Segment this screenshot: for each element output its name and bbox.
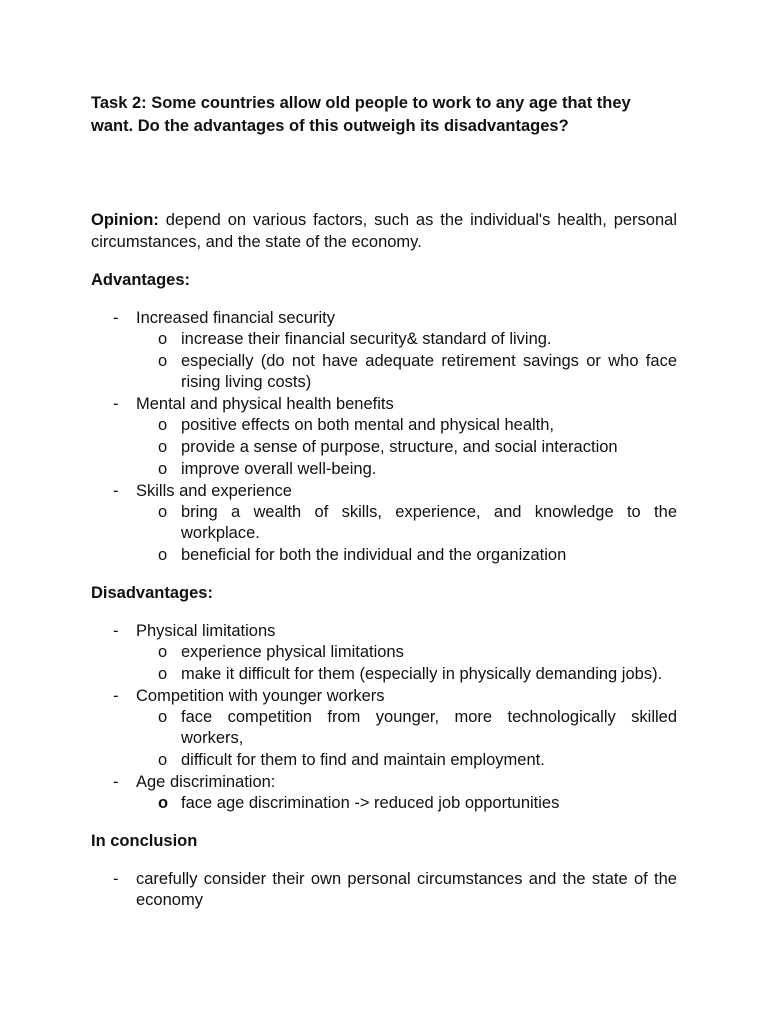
document-page — [91, 92, 677, 911]
bullet-marker: o — [158, 352, 168, 370]
list-item — [136, 459, 677, 480]
disadvantages-heading: Disadvantages: — [91, 584, 213, 602]
dash-marker: - — [113, 622, 119, 640]
list-item — [136, 415, 677, 436]
advantage-topic — [91, 481, 677, 566]
dash-marker: - — [113, 687, 119, 705]
point-list — [136, 793, 677, 814]
opinion-label: Opinion: — [91, 211, 159, 229]
conclusion-point — [91, 869, 677, 911]
advantage-topic — [91, 308, 677, 393]
list-item — [136, 437, 677, 458]
topic-label: Mental and physical health benefits — [136, 395, 394, 413]
dash-marker: - — [113, 870, 119, 888]
point-text: beneficial for both the individual and the organization — [181, 546, 567, 564]
conclusion-heading: In conclusion — [91, 832, 198, 850]
point-list — [136, 415, 677, 480]
point-list — [136, 707, 677, 771]
topic-label: Skills and experience — [136, 482, 292, 500]
advantages-list — [91, 308, 677, 566]
conclusion-list — [91, 869, 677, 911]
task-title: Task 2: Some countries allow old people to work to any age that they want. Do the advantages of this outweigh its disadvantages? — [91, 94, 631, 135]
point-text: provide a sense of purpose, structure, and social interaction — [181, 438, 618, 456]
bullet-marker: o — [158, 708, 168, 726]
point-text: difficult for them to find and maintain employment. — [181, 751, 545, 769]
point-text: increase their financial security& standard of living. — [181, 330, 552, 348]
point-text: positive effects on both mental and physical health, — [181, 416, 555, 434]
point-list — [136, 502, 677, 566]
disadvantages-list — [91, 621, 677, 814]
list-item — [136, 351, 677, 393]
point-text: face age discrimination -> reduced job opportunities — [181, 794, 560, 812]
opinion-paragraph — [91, 209, 677, 253]
conclusion-text: carefully consider their own personal circumstances and the state of the economy — [136, 870, 677, 909]
disadvantage-topic — [91, 686, 677, 771]
bullet-marker: o — [158, 330, 168, 348]
list-item — [136, 707, 677, 749]
dash-marker: - — [113, 309, 119, 327]
bullet-marker: o — [158, 546, 168, 564]
disadvantage-topic — [91, 621, 677, 685]
list-item — [136, 502, 677, 544]
dash-marker: - — [113, 773, 119, 791]
topic-label: Age discrimination: — [136, 773, 276, 791]
topic-label: Increased financial security — [136, 309, 336, 327]
dash-marker: - — [113, 395, 119, 413]
opinion-text: depend on various factors, such as the individual's health, personal circumstances, and the state of the economy. — [91, 211, 677, 251]
point-text: improve overall well-being. — [181, 460, 377, 478]
bullet-marker: o — [158, 438, 168, 456]
list-item — [136, 545, 677, 566]
bullet-marker: o — [158, 643, 168, 661]
point-list — [136, 329, 677, 393]
point-text: make it difficult for them (especially in physically demanding jobs). — [181, 665, 663, 683]
list-item — [136, 329, 677, 350]
dash-marker: - — [113, 482, 119, 500]
point-text: especially (do not have adequate retirement savings or who face rising living costs) — [181, 352, 677, 391]
list-item — [136, 793, 677, 814]
advantage-topic — [91, 394, 677, 480]
bullet-marker: o — [158, 503, 168, 521]
advantages-heading: Advantages: — [91, 271, 191, 289]
point-text: experience physical limitations — [181, 643, 404, 661]
list-item — [136, 664, 677, 685]
topic-label: Competition with younger workers — [136, 687, 385, 705]
point-list — [136, 642, 677, 685]
disadvantage-topic — [91, 772, 677, 814]
list-item — [136, 642, 677, 663]
bullet-marker: o — [158, 794, 169, 812]
bullet-marker: o — [158, 460, 168, 478]
list-item — [136, 750, 677, 771]
bullet-marker: o — [158, 751, 168, 769]
topic-label: Physical limitations — [136, 622, 276, 640]
point-text: face competition from younger, more technologically skilled workers, — [181, 708, 677, 747]
bullet-marker: o — [158, 665, 168, 683]
bullet-marker: o — [158, 416, 168, 434]
point-text: bring a wealth of skills, experience, and knowledge to the workplace. — [181, 503, 677, 542]
